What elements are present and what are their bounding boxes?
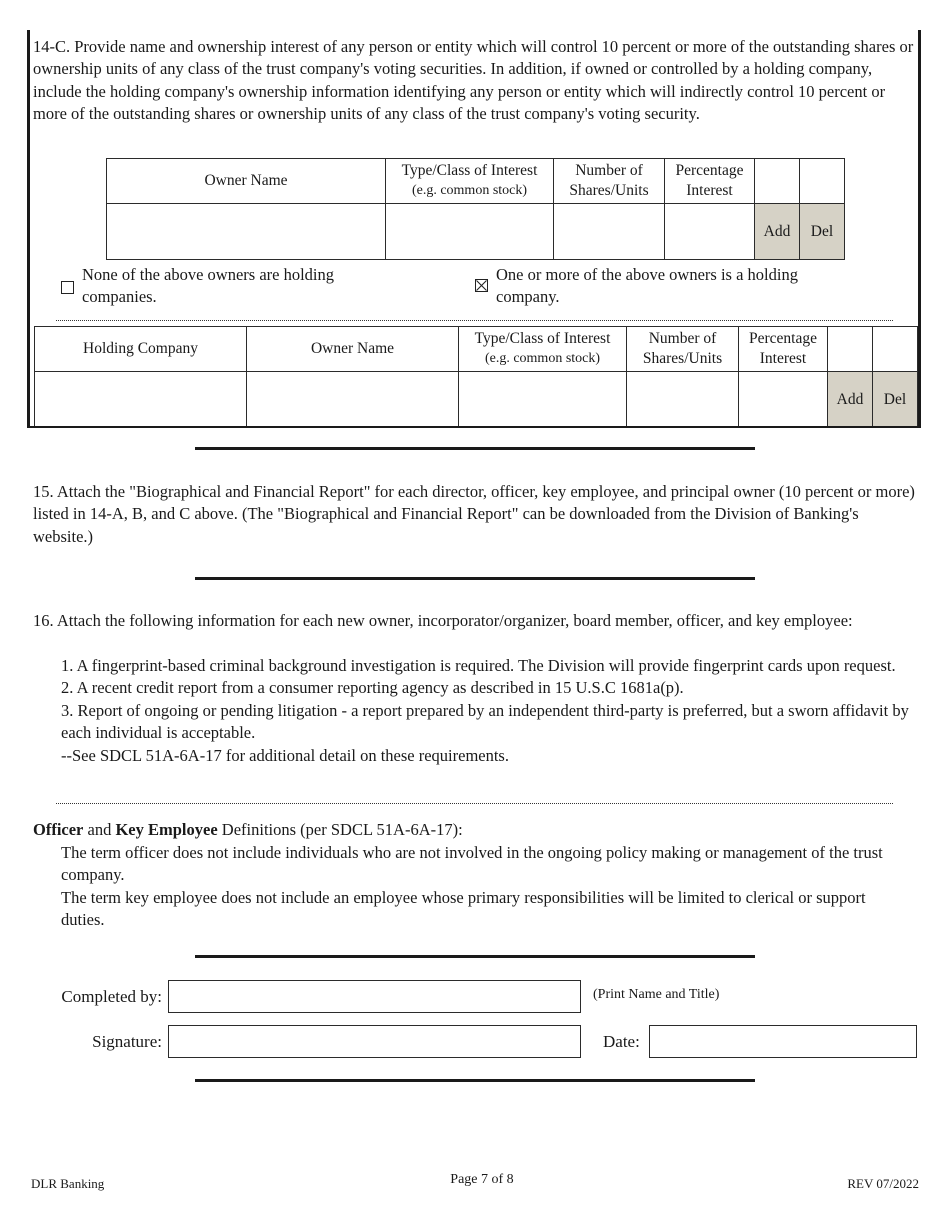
header-blank-cell: [755, 159, 800, 204]
date-label: Date:: [603, 1032, 640, 1051]
type-class-header: Type/Class of Interest (e.g. common stock): [459, 327, 627, 372]
list-item: --See SDCL 51A-6A-17 for additional detail on these requirements.: [61, 745, 509, 765]
page-number: Page 7 of 8: [450, 1172, 514, 1187]
header-blank-cell: [800, 159, 845, 204]
type-class-header: Type/Class of Interest (e.g. common stock): [386, 159, 554, 204]
dotted-divider: [56, 320, 893, 321]
section-divider: [195, 1079, 755, 1082]
section-16-intro: 16. Attach the following information for each new owner, incorporator/organizer, board member, officer, and key employee:: [33, 611, 853, 630]
list-item: 3. Report of ongoing or pending litigation - a report prepared by an independent third-party is preferred, but a sworn affidavit by each individual is acceptable.: [61, 700, 909, 743]
dotted-divider: [56, 803, 893, 804]
holding-company-checkbox[interactable]: [475, 279, 488, 292]
footer-right: REV 07/2022: [847, 1176, 919, 1191]
percentage-input[interactable]: [665, 204, 755, 260]
holding-number-shares-input[interactable]: [627, 372, 739, 428]
section-15-text: 15. Attach the "Biographical and Financial Report" for each director, officer, key employee, and principal owner (10 percent or more) listed in 14-A, B, and C above. (The "Biographical and Financial Report" can be downloaded from the Division of Banking's website.): [33, 482, 915, 546]
holding-company-table: [34, 326, 918, 428]
definitions-body: [61, 842, 901, 932]
checkbox-cross-icon: [476, 280, 487, 291]
list-item: 1. A fingerprint-based criminal background investigation is required. The Division will provide fingerprint cards upon request.: [61, 656, 896, 675]
owner-name-header: Owner Name: [107, 159, 386, 204]
section-divider: [195, 577, 755, 580]
list-item: 2. A recent credit report from a consumer reporting agency as described in 15 U.S.C 1681a(p).: [61, 678, 684, 698]
signature-field[interactable]: [168, 1025, 581, 1058]
header-blank-cell: [873, 327, 918, 372]
holding-company-label: One or more of the above owners is a holding company.: [496, 265, 798, 307]
none-holding-checkbox[interactable]: [61, 281, 74, 294]
number-shares-header: Number of Shares/Units: [554, 159, 665, 204]
none-holding-label: None of the above owners are holding companies.: [82, 265, 335, 307]
type-class-input[interactable]: [386, 204, 554, 260]
delete-owner-button[interactable]: Del: [800, 204, 845, 260]
header-blank-cell: [828, 327, 873, 372]
section-frame-right: [918, 30, 921, 428]
officer-term: Officer: [33, 820, 84, 839]
number-shares-input[interactable]: [554, 204, 665, 260]
holding-company-input[interactable]: [35, 372, 247, 428]
holding-company-header: Holding Company: [35, 327, 247, 372]
add-owner-button[interactable]: Add: [755, 204, 800, 260]
number-shares-header: Number of Shares/Units: [627, 327, 739, 372]
officer-definition: The term officer does not include individuals who are not involved in the ongoing policy making or management of the trust company.: [61, 843, 883, 885]
footer-left: DLR Banking: [31, 1176, 105, 1191]
delete-holding-button[interactable]: Del: [873, 372, 918, 428]
owner-name-input[interactable]: [107, 204, 386, 260]
section-14c-text: 14-C. Provide name and ownership interest of any person or entity which will control 10 percent or more of the outstanding shares or ownership units of any class of the trust company's voting securities. In addition, if owned or controlled by a holding company, include the holding company's ownership information identifying any person or entity which will indirectly control 10 percent or more of the outstanding shares or ownership units of any class of the trust company's voting security.: [33, 37, 914, 124]
key-employee-definition: The term key employee does not include an employee whose primary responsibilities will be limited to clerical or support duties.: [61, 887, 866, 930]
definitions-heading: Officer and Key Employee Definitions (per SDCL 51A-6A-17):: [33, 820, 463, 839]
owner-name-header: Owner Name: [247, 327, 459, 372]
holding-percentage-input[interactable]: [739, 372, 828, 428]
completed-by-field[interactable]: [168, 980, 581, 1013]
section-divider: [195, 447, 755, 450]
add-holding-button[interactable]: Add: [828, 372, 873, 428]
completed-by-label: Completed by:: [61, 987, 162, 1006]
print-name-hint: (Print Name and Title): [593, 987, 720, 1002]
percentage-header: Percentage Interest: [665, 159, 755, 204]
section-frame-bottom: [27, 426, 921, 428]
holding-type-class-input[interactable]: [459, 372, 627, 428]
key-employee-term: Key Employee: [115, 820, 218, 839]
date-field[interactable]: [649, 1025, 917, 1058]
signature-label: Signature:: [92, 1032, 162, 1051]
section-frame-left: [27, 30, 30, 428]
section-divider: [195, 955, 755, 958]
section-16-list: [61, 655, 917, 767]
owner-table: [106, 158, 845, 260]
holding-owner-name-input[interactable]: [247, 372, 459, 428]
percentage-header: Percentage Interest: [739, 327, 828, 372]
